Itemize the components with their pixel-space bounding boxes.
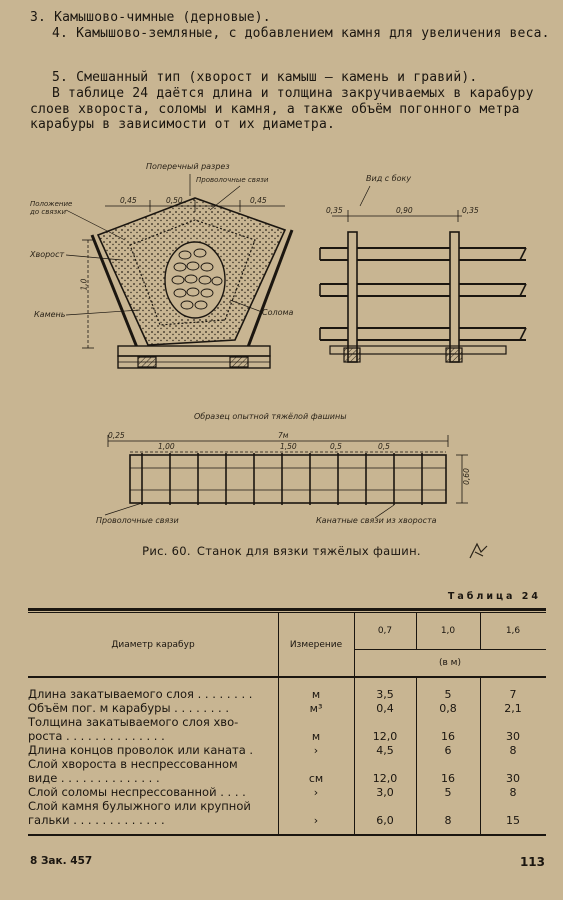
dim-045-right: 0,45 xyxy=(250,196,267,205)
table-header-d1: 0,7 xyxy=(377,626,393,636)
table-cell: 12,0 xyxy=(372,772,398,785)
dim-025-bottom: 0,25 xyxy=(108,431,125,440)
label-position-before: Положение до связки xyxy=(30,200,73,216)
table-row-label: Толщина закатываемого слоя хво- xyxy=(28,715,239,729)
caption-text: Станок для вязки тяжёлых фашин. xyxy=(196,544,421,558)
table-header-unit-m: (в м) xyxy=(439,658,461,668)
dim-100-bottom: 1,00 xyxy=(158,442,175,451)
table-rule-header xyxy=(28,676,546,678)
dim-7m: 7м xyxy=(278,431,289,440)
dim-035-right-b: 0,35 xyxy=(462,206,479,215)
table-cell-unit: › xyxy=(313,814,319,827)
printer-mark-icon xyxy=(467,540,491,560)
table-cell: 6,0 xyxy=(376,814,394,827)
label-wire-ties-bottom: Проволочные связи xyxy=(96,516,179,525)
table-col-divider-2 xyxy=(354,613,355,834)
table-header-diameter: Диаметр карабур xyxy=(111,640,195,650)
table-cell: 30 xyxy=(506,772,520,785)
table-cell: 16 xyxy=(441,730,455,743)
table-cell: 12,0 xyxy=(372,730,398,743)
table-rule-top xyxy=(28,608,546,611)
table-cell: 3,0 xyxy=(376,786,394,799)
table-header-d3: 1,6 xyxy=(505,626,521,636)
table-row-label: Слой хвороста в неспрессованном xyxy=(28,757,238,771)
table-cell: 3,5 xyxy=(376,688,394,701)
dim-05-bottom-a: 0,5 xyxy=(330,442,342,451)
list-item-4: 4. Камышово-земляные, с добавлением камня для увеличения веса. xyxy=(52,26,550,41)
paragraph-table-intro: В таблице 24 даётся длина и толщина закручиваемых в карабуру слоев хвороста, соломы и камня, а также объём погонного метра карабуры в зависимости от их диаметра. xyxy=(30,86,534,132)
label-side-view: Вид с боку xyxy=(366,174,412,183)
table-row-label: Слой соломы неспрессованной . . . . xyxy=(28,785,246,799)
table-row-label: гальки . . . . . . . . . . . . . xyxy=(28,813,165,827)
label-brushwood: Хворост xyxy=(30,250,65,259)
table-row-label: Длина концов проволок или каната . xyxy=(28,743,254,757)
table-24 xyxy=(28,608,546,836)
table-cell: 4,5 xyxy=(376,744,394,757)
table-cell: 8 xyxy=(509,786,517,799)
table-row-label: Слой камня булыжного или крупной xyxy=(28,799,251,813)
dim-050-left: 0,50 xyxy=(166,196,183,205)
table-row-label: роста . . . . . . . . . . . . . . xyxy=(28,729,165,743)
table-cell-unit: м xyxy=(311,688,321,701)
table-cell: 6 xyxy=(444,744,452,757)
table-rule-top-thin xyxy=(28,612,546,613)
signature-mark: 8 Зак. 457 xyxy=(30,855,93,867)
label-fascine-sample: Образец опытной тяжёлой фашины xyxy=(194,412,347,421)
table-header-d2: 1,0 xyxy=(440,626,456,636)
table-cell-unit: › xyxy=(313,744,319,757)
table-cell: 8 xyxy=(509,744,517,757)
table-cell-unit: м xyxy=(311,730,321,743)
label-cross-section: Поперечный разрез xyxy=(146,162,230,171)
table-rule-bottom xyxy=(28,834,546,836)
table-cell: 0,8 xyxy=(439,702,457,715)
dim-05-bottom-b: 0,5 xyxy=(378,442,390,451)
table-cell: 5 xyxy=(444,786,452,799)
table-cell: 16 xyxy=(441,772,455,785)
figure-60 xyxy=(30,150,550,545)
table-row-label: Объём пог. м карабуры . . . . . . . . xyxy=(28,701,230,715)
table-header-unit: Измерение xyxy=(289,640,343,650)
table-cell: 2,1 xyxy=(504,702,522,715)
list-item-5: 5. Смешанный тип (хворост и камыш — камень и гравий). xyxy=(52,70,478,85)
table-cell: 7 xyxy=(509,688,517,701)
table-rule-diameters xyxy=(354,649,546,650)
table-cell: 5 xyxy=(444,688,452,701)
table-cell: 15 xyxy=(506,814,520,827)
table-row-label: виде . . . . . . . . . . . . . . xyxy=(28,771,160,785)
table-cell-unit: › xyxy=(313,786,319,799)
table-cell-unit: м³ xyxy=(309,702,323,715)
dim-090-right: 0,90 xyxy=(396,206,413,215)
dim-060-bottom: 0,60 xyxy=(461,468,471,485)
dim-045-left: 0,45 xyxy=(120,196,137,205)
label-stone: Камень xyxy=(34,310,66,319)
table-row-label: Длина закатываемого слоя . . . . . . . . xyxy=(28,687,253,701)
label-rope-ties: Канатные связи из хвороста xyxy=(316,516,437,525)
label-straw: Солома xyxy=(262,308,294,317)
caption-number: Рис. 60. xyxy=(142,544,191,558)
table-cell-unit: см xyxy=(308,772,324,785)
table-title: Таблица 24 xyxy=(447,591,541,602)
dim-035-right-a: 0,35 xyxy=(326,206,343,215)
table-cell: 0,4 xyxy=(376,702,394,715)
label-wire-ties-top: Проволочные связи xyxy=(196,176,269,184)
page-number: 113 xyxy=(519,855,545,869)
table-cell: 30 xyxy=(506,730,520,743)
dim-height-left: 1,0 xyxy=(79,278,89,291)
list-item-3: 3. Камышово-чимные (дерновые). xyxy=(30,10,271,25)
table-cell: 8 xyxy=(444,814,452,827)
dim-150-bottom: 1,50 xyxy=(280,442,297,451)
